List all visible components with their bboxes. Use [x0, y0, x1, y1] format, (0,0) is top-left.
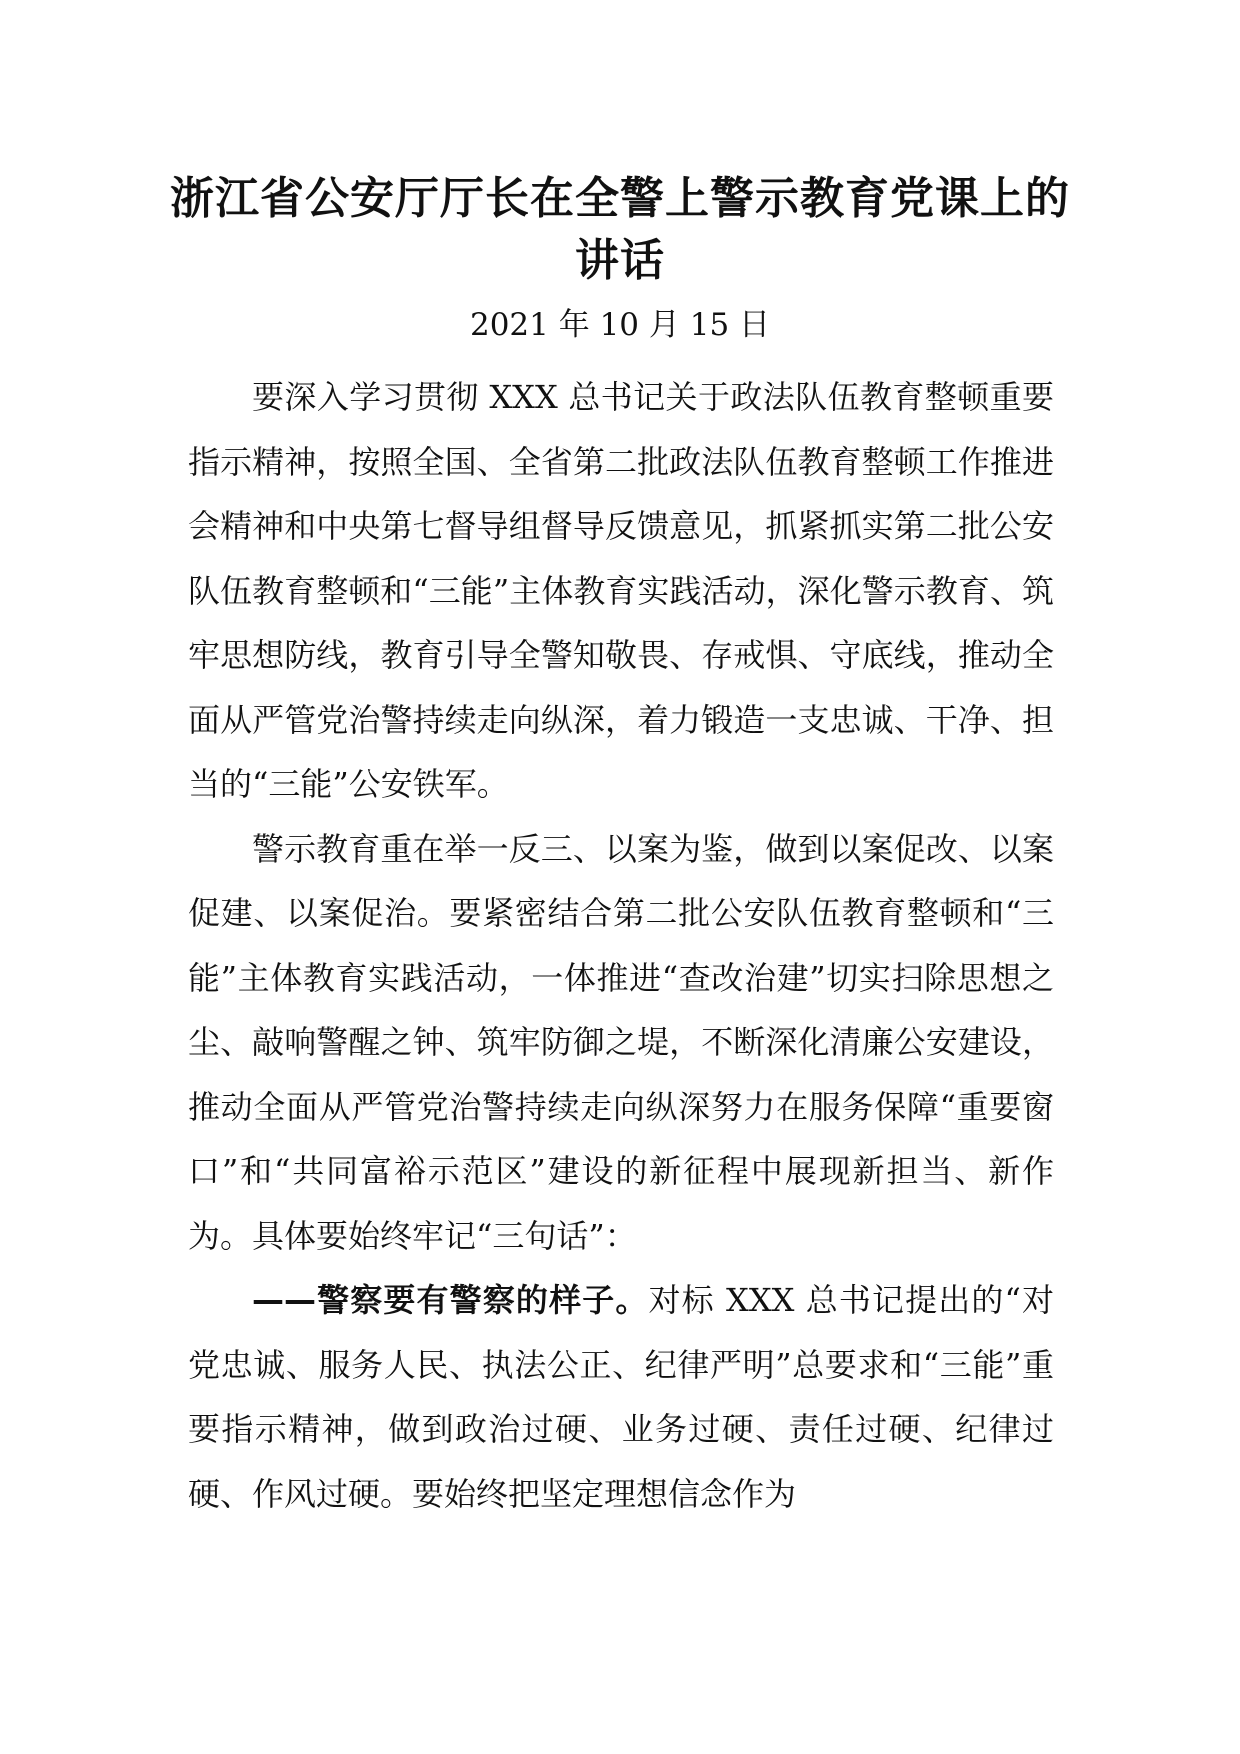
document-body [188, 365, 1054, 1526]
paragraph-text: 要深入学习贯彻 XXX 总书记关于政法队伍教育整顿重要指示精神，按照全国、全省第二批政法队伍教育整顿工作推进会精神和中央第七督导组督导反馈意见，抓紧抓实第二批公安队伍教育整顿和“三能”主体教育实践活动，深化警示教育、筑牢思想防线，教育引导全警知敬畏、存戒惧、守底线，推动全面从严管党治警持续走向纵深，着力锻造一支忠诚、干净、担当的“三能”公安铁军。 [188, 378, 1054, 803]
paragraph-2 [188, 817, 1054, 1269]
document-title: 浙江省公安厅厅长在全警上警示教育党课上的讲话 [170, 173, 1070, 286]
paragraph-text: 对标 XXX 总书记提出的“对党忠诚、服务人民、执法公正、纪律严明”总要求和“三能”重要指示精神，做到政治过硬、业务过硬、责任过硬、纪律过硬、作风过硬。要始终把坚定理想信念作为 [188, 1281, 1054, 1513]
paragraph-3 [188, 1268, 1054, 1526]
document-date: 2021 年 10 月 15 日 [469, 307, 771, 343]
paragraph-text: 警示教育重在举一反三、以案为鉴，做到以案促改、以案促建、以案促治。要紧密结合第二批公安队伍教育整顿和“三能”主体教育实践活动，一体推进“查改治建”切实扫除思想之尘、敲响警醒之钟、筑牢防御之堤，不断深化清廉公安建设，推动全面从严管党治警持续走向纵深努力在服务保障“重要窗口”和“共同富裕示范区”建设的新征程中展现新担当、新作为。具体要始终牢记“三句话”： [188, 829, 1054, 1255]
paragraph-1 [188, 365, 1054, 817]
paragraph-lead-heading: ——警察要有警察的样子。 [252, 1281, 649, 1319]
